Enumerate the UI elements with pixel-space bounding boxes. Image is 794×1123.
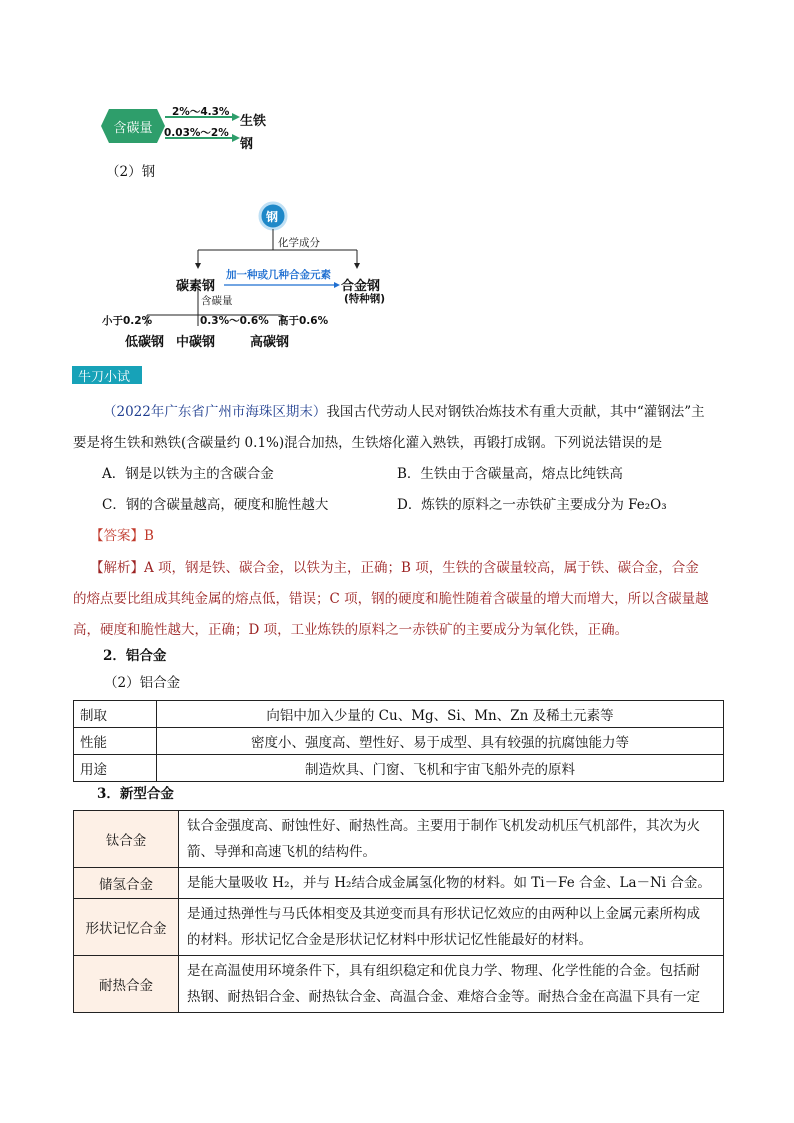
table-key: 钛合金 bbox=[74, 811, 179, 868]
steel-root-label: 钢 bbox=[266, 210, 279, 224]
table-row bbox=[74, 899, 724, 956]
new-alloys-heading: 3．新型合金 bbox=[97, 786, 174, 802]
explain-line1: 【解析】A 项，钢是铁、碳合金，以铁为主，正确；B 项，生铁的含碳量较高，属于铁、碳合金，合金 bbox=[90, 560, 699, 576]
lower-range-label: 0.03%～2% bbox=[164, 127, 229, 139]
option-c: C．钢的含碳量越高，硬度和脆性越大 bbox=[102, 497, 329, 513]
steel-diagram-lines bbox=[0, 195, 794, 355]
table-key: 性能 bbox=[74, 728, 157, 755]
table-key: 耐热合金 bbox=[74, 956, 179, 1013]
lower-target-label: 钢 bbox=[240, 137, 254, 152]
table-row bbox=[74, 755, 724, 782]
option-a: A．钢是以铁为主的含碳合金 bbox=[102, 466, 274, 482]
explain-line3: 高，硬度和脆性越大，正确；D 项，工业炼铁的原料之一赤铁矿的主要成分为氧化铁，正确。 bbox=[73, 622, 629, 638]
carbon-steel-node: 碳素钢 bbox=[176, 279, 216, 294]
aluminum-heading: 2．铝合金 bbox=[103, 648, 167, 664]
carbon-content-label: 含碳量 bbox=[201, 295, 233, 307]
practice-badge: 牛刀小试 bbox=[72, 366, 142, 384]
explain-label: 【解析】 bbox=[90, 560, 144, 576]
table-key: 形状记忆合金 bbox=[74, 899, 179, 956]
table-value: 是在高温使用环境条件下，具有组织稳定和优良力学、物理、化学性能的合金。包括耐 热钢、耐热铝合金、耐热钛合金、高温合金、难熔合金等。耐热合金在高温下具有一定 bbox=[179, 956, 724, 1013]
low-carbon-steel: 低碳钢 bbox=[125, 335, 165, 350]
explain-line2: 的熔点要比组成其纯金属的熔点低，错误；C 项，钢的硬度和脆性随着含碳量的增大而增大，所以含碳量越 bbox=[73, 591, 709, 607]
aluminum-table bbox=[73, 700, 724, 782]
alloy-arrow-label: 加一种或几种合金元素 bbox=[226, 269, 331, 281]
aluminum-subheading: （2）铝合金 bbox=[104, 675, 181, 691]
table-row bbox=[74, 956, 724, 1013]
high-carbon-steel: 高碳钢 bbox=[250, 335, 290, 350]
carbon-hex-label: 含碳量 bbox=[113, 120, 153, 136]
option-b: B．生铁由于含碳量高，熔点比纯铁高 bbox=[397, 466, 623, 482]
question-stem-line2: 要是将生铁和熟铁(含碳量约 0.1%)混合加热，生铁熔化灌入熟铁，再锻打成钢。下列说法错误的是 bbox=[73, 435, 663, 451]
answer-line bbox=[90, 521, 154, 552]
answer-value: B bbox=[144, 528, 154, 544]
table-key: 储氢合金 bbox=[74, 868, 179, 899]
steel-section-heading: （2）钢 bbox=[106, 164, 156, 180]
table-value: 制造炊具、门窗、飞机和宇宙飞船外壳的原料 bbox=[157, 755, 724, 782]
question-source: （2022年广东省广州市海珠区期末） bbox=[103, 404, 327, 420]
answer-label: 【答案】 bbox=[90, 528, 144, 544]
table-row bbox=[74, 868, 724, 899]
table-value: 向铝中加入少量的 Cu、Mg、Si、Mn、Zn 及稀土元素等 bbox=[157, 701, 724, 728]
alloy-steel-sub: (特种钢) bbox=[344, 293, 386, 305]
medium-carbon-steel: 中碳钢 bbox=[176, 335, 216, 350]
table-value: 钛合金强度高、耐蚀性好、耐热性高。主要用于制作飞机发动机压气机部件，其次为火 箭、导弹和高速飞机的结构件。 bbox=[179, 811, 724, 868]
table-value: 是能大量吸收 H₂，并与 H₂结合成金属氢化物的材料。如 Ti－Fe 合金、La－Ni 合金。 bbox=[179, 868, 724, 899]
range-high: 高于0.6% bbox=[278, 315, 329, 327]
question-stem-line1: （2022年广东省广州市海珠区期末）我国古代劳动人民对钢铁冶炼技术有重大贡献，其中“灌钢法”主 bbox=[103, 404, 705, 420]
table-value: 是通过热弹性与马氏体相变及其逆变而具有形状记忆效应的由两种以上金属元素所构成 的材料。形状记忆合金是形状记忆材料中形状记忆性能最好的材料。 bbox=[179, 899, 724, 956]
option-d: D．炼铁的原料之一赤铁矿主要成分为 Fe₂O₃ bbox=[397, 497, 667, 513]
table-key: 制取 bbox=[74, 701, 157, 728]
table-row bbox=[74, 811, 724, 868]
range-mid: 0.3%～0.6% bbox=[200, 315, 269, 327]
table-key: 用途 bbox=[74, 755, 157, 782]
table-value: 密度小、强度高、塑性好、易于成型、具有较强的抗腐蚀能力等 bbox=[157, 728, 724, 755]
table-row bbox=[74, 728, 724, 755]
table-row bbox=[74, 701, 724, 728]
range-low: 小于0.2% bbox=[102, 315, 153, 327]
alloy-steel-node: 合金钢 bbox=[341, 279, 381, 294]
upper-target-label: 生铁 bbox=[240, 114, 267, 129]
new-alloys-table bbox=[73, 810, 724, 1013]
steel-root-branch-label: 化学成分 bbox=[278, 237, 320, 249]
upper-range-label: 2%～4.3% bbox=[172, 106, 230, 118]
